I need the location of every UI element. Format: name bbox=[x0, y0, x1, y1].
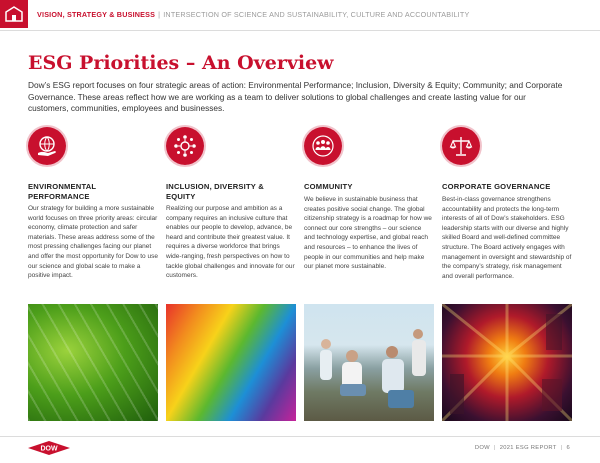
page-title: ESG Priorities – An Overview bbox=[28, 52, 334, 74]
footer-separator: | bbox=[560, 445, 563, 451]
heading-community: COMMUNITY bbox=[304, 182, 353, 191]
dow-logo-text: DOW bbox=[40, 445, 58, 453]
body-inclusion: Realizing our purpose and ambition as a company requires an inclusive culture that enables our people to develop, advance, be heard and contribute their greatest value. It requires a diverse workforce that brings wide-ranging, fresh perspectives on how to tackle global challenges and innovate for our customers. bbox=[166, 205, 295, 280]
body-governance: Best-in-class governance strengthens accountability and protects the long-term interests of all of Dow’s stakeholders. ESG leadership starts with our diverse and highly skilled Board and well-defined committee structure. The Board actively engages with management in oversight and stewardship of the company’s strategy, risk management and overall performance. bbox=[442, 196, 572, 280]
intro-paragraph: Dow’s ESG report focuses on four strategic areas of action: Environmental Performance; Inclusion, Diversity & Equity; Community; and Corporate Governance. These areas reflect how we are working as a team to deliver solutions to global challenges and create lasting value for our customers, communities, employees and businesses. bbox=[28, 80, 563, 114]
globe-hand-icon bbox=[28, 127, 66, 165]
heading-governance: CORPORATE GOVERNANCE bbox=[442, 182, 551, 191]
breadcrumb-section[interactable]: VISION, STRATEGY & BUSINESS bbox=[37, 10, 156, 19]
dow-logo[interactable] bbox=[28, 441, 70, 455]
body-environmental: Our strategy for building a more sustainable world focuses on three priority areas: circular economy, climate protection and safer materials. These areas address some of the most pressing challenges facing our planet and offer the most opportunity for Dow to use our science and global scale to make a positive impact. bbox=[28, 205, 158, 280]
footer-report: 2021 ESG REPORT bbox=[499, 445, 557, 451]
heading-inclusion: INCLUSION, DIVERSITY & EQUITY bbox=[166, 182, 264, 201]
heading-environmental: ENVIRONMENTAL PERFORMANCE bbox=[28, 182, 97, 201]
footer-company: DOW bbox=[474, 445, 490, 451]
home-icon bbox=[5, 6, 23, 22]
scales-icon bbox=[442, 127, 480, 165]
breadcrumb-subsection[interactable]: INTERSECTION OF SCIENCE AND SUSTAINABILITY, CULTURE AND ACCOUNTABILITY bbox=[163, 10, 470, 19]
footer-divider bbox=[0, 436, 600, 437]
header-divider bbox=[0, 30, 600, 31]
green-leaves-photo bbox=[28, 304, 158, 421]
footer-info bbox=[475, 445, 570, 451]
glowing-city-photo bbox=[442, 304, 572, 421]
body-community: We believe in sustainable business that creates positive social change. The global citizenship strategy is a roadmap for how we connect our core strengths – our science and technology expertise, and global reach and resources – to enhance the lives of people in our communities and help make our planet more sustainable. bbox=[304, 196, 432, 271]
page-number: 6 bbox=[566, 445, 570, 451]
community-group-icon bbox=[304, 127, 342, 165]
network-people-icon bbox=[166, 127, 204, 165]
breadcrumb bbox=[37, 10, 469, 19]
breadcrumb-separator: | bbox=[158, 10, 161, 19]
volunteers-cleanup-photo bbox=[304, 304, 434, 421]
dow-diamond-logo[interactable] bbox=[0, 0, 28, 28]
footer-separator: | bbox=[493, 445, 496, 451]
top-bar bbox=[0, 0, 600, 31]
rainbow-pencils-photo bbox=[166, 304, 296, 421]
